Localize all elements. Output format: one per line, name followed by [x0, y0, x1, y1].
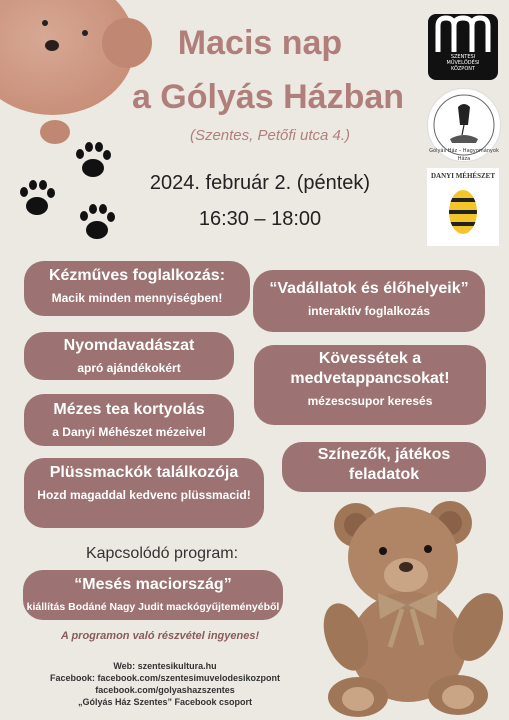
bear-eye	[82, 30, 88, 36]
program-title: Kézműves foglalkozás:	[48, 267, 226, 284]
location-text: (Szentes, Petőfi utca 4.)	[189, 127, 351, 144]
bear-eye	[42, 20, 48, 26]
logo-text: Gólyás Ház – Hagyományok Háza	[429, 148, 499, 162]
bear-nose	[45, 40, 59, 51]
program-title: Mézes tea kortyolás	[53, 401, 205, 418]
program-desc: interaktív foglalkozás	[307, 304, 431, 318]
facebook-link[interactable]: Facebook: facebook.com/szentesimuvelodesikozpont	[49, 673, 281, 683]
program-title: Színezők, játékos feladatok	[317, 446, 451, 483]
danyi-meheszet-logo	[427, 168, 499, 246]
facebook-group[interactable]: „Gólyás Ház Szentes” Facebook csoport	[77, 697, 253, 707]
program-title: Nyomdavadászat	[63, 337, 195, 354]
program-desc: mézescsupor keresés	[307, 394, 433, 408]
program-mezes-tea	[24, 394, 234, 446]
website-link[interactable]: Web: szentesikultura.hu	[113, 661, 217, 671]
program-title: Kövessétek a medvetappancsokat!	[290, 350, 450, 387]
program-vadallatok	[253, 270, 485, 332]
program-medvetappancs	[254, 345, 486, 425]
program-desc: Hozd magaddal kedvenc plüssmacid!	[37, 488, 251, 502]
program-desc: Macik minden mennyiségben!	[51, 291, 223, 305]
program-plussmackok	[24, 458, 264, 528]
facebook-link-2[interactable]: facebook.com/golyashazszentes	[95, 685, 235, 695]
logo-text: SZENTESI MŰVELŐDÉSI KÖZPONT	[446, 54, 480, 72]
event-date: 2024. február 2. (péntek)	[149, 172, 371, 194]
paw-print-icon	[16, 178, 58, 220]
related-label: Kapcsolódó program:	[85, 545, 239, 562]
bear-ear	[102, 18, 152, 68]
bear-ear	[40, 120, 70, 144]
program-nyomdavadaszat	[24, 332, 234, 380]
program-desc: a Danyi Méhészet mézeivel	[52, 425, 206, 439]
program-szinezok	[282, 442, 486, 492]
muvelodesi-kozpont-logo	[428, 14, 498, 80]
page-title: Macis nap	[177, 24, 343, 62]
golyas-haz-logo	[427, 88, 501, 162]
teddy-bear-illustration	[318, 497, 506, 717]
contact-info	[20, 660, 310, 708]
event-time: 16:30 – 18:00	[198, 208, 322, 230]
program-desc: apró ajándékokért	[77, 361, 181, 375]
free-entry-note: A programon való részvétel ingyenes!	[60, 630, 260, 642]
program-desc: kiállítás Bodáné Nagy Judit mackógyűjteményéből	[26, 601, 280, 613]
program-title: Plüssmackók találkozója	[49, 464, 239, 481]
related-program	[23, 570, 283, 620]
program-title: “Vadállatok és élőhelyeik”	[269, 280, 469, 297]
paw-print-icon	[76, 202, 118, 244]
page-title-line2: a Gólyás Házban	[131, 78, 405, 116]
bee-icon	[449, 190, 477, 234]
program-kezmuves	[24, 261, 250, 316]
logo-text: DANYI MÉHÉSZET	[431, 172, 495, 180]
program-title: “Mesés maciország”	[74, 576, 232, 593]
